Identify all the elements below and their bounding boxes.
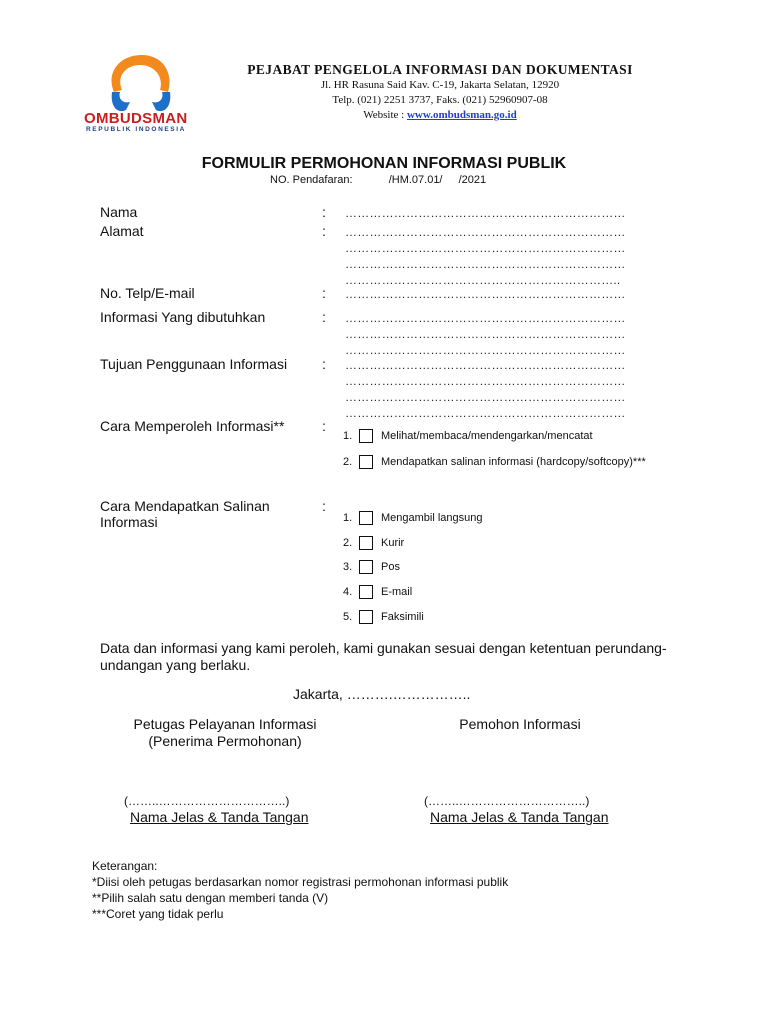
checkbox[interactable] <box>359 429 373 443</box>
option-label: E-mail <box>381 586 413 598</box>
field-tujuan-4[interactable]: …………………………………………………………… <box>345 406 626 420</box>
label-alamat: Alamat <box>100 223 144 239</box>
colon: : <box>322 204 326 220</box>
option-label: Mengambil langsung <box>381 512 483 524</box>
signature-right-heading <box>420 716 620 733</box>
checkbox[interactable] <box>359 511 373 525</box>
signature-left-name: Nama Jelas & Tanda Tangan <box>130 809 309 825</box>
right-title: Pemohon Informasi <box>459 716 581 732</box>
option-number: 1. <box>343 430 353 442</box>
salinan-option-5[interactable] <box>343 608 424 626</box>
field-alamat-4[interactable]: ………………………………………………………….. <box>345 273 621 287</box>
option-number: 4. <box>343 586 353 598</box>
field-informasi-3[interactable]: …………………………………………………………… <box>345 343 626 357</box>
option-label: Mendapatkan salinan informasi (hardcopy/softcopy)*** <box>381 456 646 468</box>
notes-title: Keterangan: <box>92 859 158 873</box>
note-line: **Pilih salah satu dengan memberi tanda (V) <box>92 891 329 905</box>
colon: : <box>322 285 326 301</box>
letterhead <box>210 62 670 123</box>
notes <box>92 858 508 922</box>
label-informasi: Informasi Yang dibutuhkan <box>100 309 266 325</box>
city-date: Jakarta, ……….…………….. <box>293 686 471 702</box>
salinan-option-1[interactable] <box>343 509 483 527</box>
cara-option-1[interactable] <box>343 427 593 445</box>
option-label: Kurir <box>381 537 405 549</box>
field-tujuan-2[interactable]: …………………………………………………………… <box>345 374 626 388</box>
option-label: Pos <box>381 561 400 573</box>
option-label: Melihat/membaca/mendengarkan/mencatat <box>381 430 593 442</box>
colon: : <box>322 356 326 372</box>
note-line: *Diisi oleh petugas berdasarkan nomor registrasi permohonan informasi publik <box>92 875 509 889</box>
field-tujuan-1[interactable]: …………………………………………………………… <box>345 358 626 372</box>
field-telp[interactable]: …………………………………………………………… <box>345 287 626 301</box>
reg-label: NO. Pendafaran: <box>270 174 353 186</box>
colon: : <box>322 498 326 514</box>
reg-year: /2021 <box>458 174 487 186</box>
note-line: ***Coret yang tidak perlu <box>92 907 224 921</box>
cara-option-2[interactable] <box>343 453 646 471</box>
option-number: 2. <box>343 537 353 549</box>
salinan-option-4[interactable] <box>343 583 412 601</box>
option-number: 5. <box>343 611 353 623</box>
colon: : <box>322 223 326 239</box>
org-phone: Telp. (021) 2251 3737, Faks. (021) 52960907-08 <box>332 94 548 106</box>
signature-right-line[interactable]: (……..…………………………..) <box>424 794 590 808</box>
checkbox[interactable] <box>359 536 373 550</box>
label-nama: Nama <box>100 204 138 220</box>
label-salinan: Cara Mendapatkan Salinan <box>100 498 270 514</box>
org-website <box>210 108 670 123</box>
checkbox[interactable] <box>359 585 373 599</box>
field-alamat-1[interactable]: …………………………………………………………… <box>345 225 626 239</box>
label-telp: No. Telp/E-mail <box>100 285 195 301</box>
field-tujuan-3[interactable]: …………………………………………………………… <box>345 390 626 404</box>
left-title: Petugas Pelayanan Informasi <box>133 716 317 732</box>
reg-code: /HM.07.01/ <box>388 174 443 186</box>
website-link[interactable]: www.ombudsman.go.id <box>406 109 517 121</box>
website-label: Website : <box>363 109 407 121</box>
field-alamat-3[interactable]: …………………………………………………………… <box>345 257 626 271</box>
colon: : <box>322 418 326 434</box>
left-subtitle: (Penerima Permohonan) <box>148 733 302 749</box>
label-salinan-2: Informasi <box>100 514 158 530</box>
field-nama[interactable]: …………………………………………………………… <box>345 206 626 220</box>
option-label: Faksimili <box>381 611 424 623</box>
option-number: 2. <box>343 456 353 468</box>
registration-number <box>270 174 486 186</box>
field-informasi-2[interactable]: …………………………………………………………… <box>345 327 626 341</box>
field-informasi-1[interactable]: …………………………………………………………… <box>345 311 626 325</box>
form-title: FORMULIR PERMOHONAN INFORMASI PUBLIK <box>201 155 567 172</box>
salinan-option-2[interactable] <box>343 534 404 552</box>
field-alamat-2[interactable]: …………………………………………………………… <box>345 241 626 255</box>
option-number: 3. <box>343 561 353 573</box>
label-tujuan: Tujuan Penggunaan Informasi <box>100 356 288 372</box>
checkbox[interactable] <box>359 610 373 624</box>
signature-left-line[interactable]: (……..…………………………..) <box>124 794 290 808</box>
logo-subtitle: REPUBLIK INDONESIA <box>86 126 186 133</box>
org-name: PEJABAT PENGELOLA INFORMASI DAN DOKUMENTASI <box>247 62 633 77</box>
signature-left-heading <box>120 716 330 750</box>
checkbox[interactable] <box>359 455 373 469</box>
org-address: Jl. HR Rasuna Said Kav. C-19, Jakarta Selatan, 12920 <box>320 79 560 91</box>
colon: : <box>322 309 326 325</box>
checkbox[interactable] <box>359 560 373 574</box>
label-cara: Cara Memperoleh Informasi** <box>100 418 285 434</box>
statement-paragraph: Data dan informasi yang kami peroleh, kami gunakan sesuai dengan ketentuan perundang-undangan yang berlaku. <box>100 640 667 673</box>
salinan-option-3[interactable] <box>343 558 400 576</box>
logo-name: OMBUDSMAN <box>84 110 188 127</box>
signature-right-name: Nama Jelas & Tanda Tangan <box>430 809 609 825</box>
option-number: 1. <box>343 512 353 524</box>
